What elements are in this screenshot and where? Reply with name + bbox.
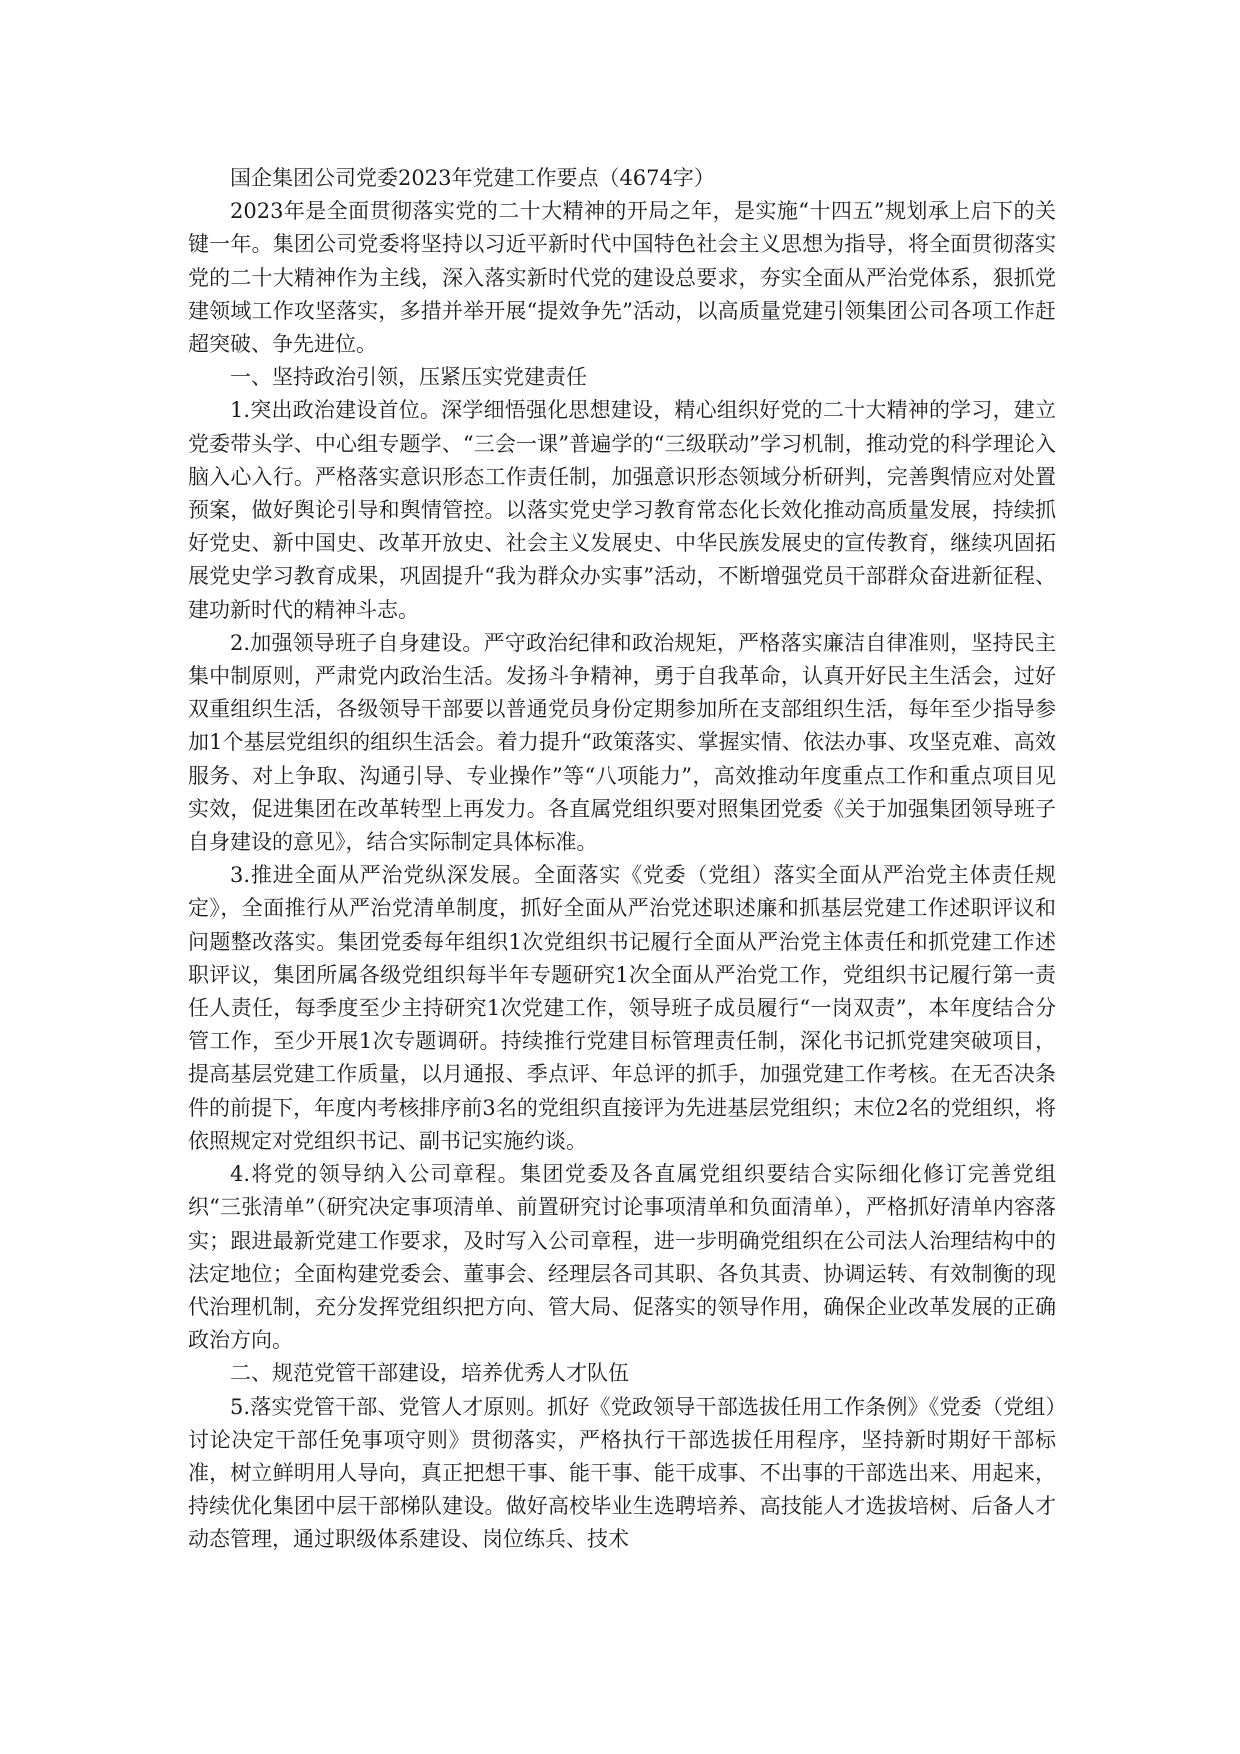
- section-heading-2: 二、规范党管干部建设，培养优秀人才队伍: [230, 1361, 629, 1386]
- paragraph-item-1: 1.突出政治建设首位。深学细悟强化思想建设，精心组织好党的二十大精神的学习，建立党委带头学、中心组专题学、“三会一课”普遍学的“三级联动”学习机制，推动党的科学理论入脑入心入行。严格落实意识形态工作责任制，加强意识形态领域分析研判，完善舆情应对处置预案，做好舆论引导和舆情管控。以落实党史学习教育常态化长效化推动高质量发展，持续抓好党史、新中国史、改革开放史、社会主义发展史、中华民族发展史的宣传教育，继续巩固拓展党史学习教育成果，巩固提升“我为群众办实事”活动，不断增强党员干部群众奋进新征程、建功新时代的精神斗志。: [188, 398, 1056, 622]
- intro-paragraph: 2023年是全面贯彻落实党的二十大精神的开局之年，是实施“十四五”规划承上启下的关键一年。集团公司党委将坚持以习近平新时代中国特色社会主义思想为指导，将全面贯彻落实党的二十大精神作为主线，深入落实新时代党的建设总要求，夯实全面从严治党体系，狠抓党建领域工作攻坚落实，多措并举开展“提效争先”活动，以高质量党建引领集团公司各项工作赶超突破、争先进位。: [188, 199, 1056, 357]
- paragraph-item-5: 5.落实党管干部、党管人才原则。抓好《党政领导干部选拔任用工作条例》《党委（党组）讨论决定干部任免事项守则》贯彻落实，严格执行干部选拔任用程序，坚持新时期好干部标准，树立鲜明用人导向，真正把想干事、能干事、能干成事、不出事的干部选出来、用起来，持续优化集团中层干部梯队建设。做好高校毕业生选聘培养、高技能人才选拔培树、后备人才动态管理，通过职级体系建设、岗位练兵、技术: [188, 1394, 1056, 1552]
- paragraph-item-3: 3.推进全面从严治党纵深发展。全面落实《党委（党组）落实全面从严治党主体责任规定》，全面推行从严治党清单制度，抓好全面从严治党述职述廉和抓基层党建工作述职评议和问题整改落实。集团党委每年组织1次党组织书记履行全面从严治党主体责任和抓党建工作述职评议，集团所属各级党组织每半年专题研究1次全面从严治党工作，党组织书记履行第一责任人责任，每季度至少主持研究1次党建工作，领导班子成员履行“一岗双责”，本年度结合分管工作，至少开展1次专题调研。持续推行党建目标管理责任制，深化书记抓党建突破项目，提高基层党建工作质量，以月通报、季点评、年总评的抓手，加强党建工作考核。在无否决条件的前提下，年度内考核排序前3名的党组织直接评为先进基层党组织；末位2名的党组织，将依照规定对党组织书记、副书记实施约谈。: [188, 863, 1056, 1153]
- section-heading-1: 一、坚持政治引领，压紧压实党建责任: [230, 365, 587, 390]
- document-title: 国企集团公司党委2023年党建工作要点（4674字）: [230, 166, 715, 190]
- document-body: [188, 162, 1056, 1557]
- paragraph-item-2: 2.加强领导班子自身建设。严守政治纪律和政治规矩，严格落实廉洁自律准则，坚持民主集中制原则，严肃党内政治生活。发扬斗争精神，勇于自我革命，认真开好民主生活会，过好双重组织生活，各级领导干部要以普通党员身份定期参加所在支部组织生活，每年至少指导参加1个基层党组织的组织生活会。着力提升“政策落实、掌握实情、依法办事、攻坚克难、高效服务、对上争取、沟通引导、专业操作”等“八项能力”，高效推动年度重点工作和重点项目见实效，促进集团在改革转型上再发力。各直属党组织要对照集团党委《关于加强集团领导班子自身建设的意见》，结合实际制定具体标准。: [188, 630, 1056, 855]
- paragraph-item-4: 4.将党的领导纳入公司章程。集团党委及各直属党组织要结合实际细化修订完善党组织“三张清单”（研究决定事项清单、前置研究讨论事项清单和负面清单），严格抓好清单内容落实；跟进最新党建工作要求，及时写入公司章程，进一步明确党组织在公司法人治理结构中的法定地位；全面构建党委会、董事会、经理层各司其职、各负其责、协调运转、有效制衡的现代治理机制，充分发挥党组织把方向、管大局、促落实的领导作用，确保企业改革发展的正确政治方向。: [188, 1162, 1056, 1353]
